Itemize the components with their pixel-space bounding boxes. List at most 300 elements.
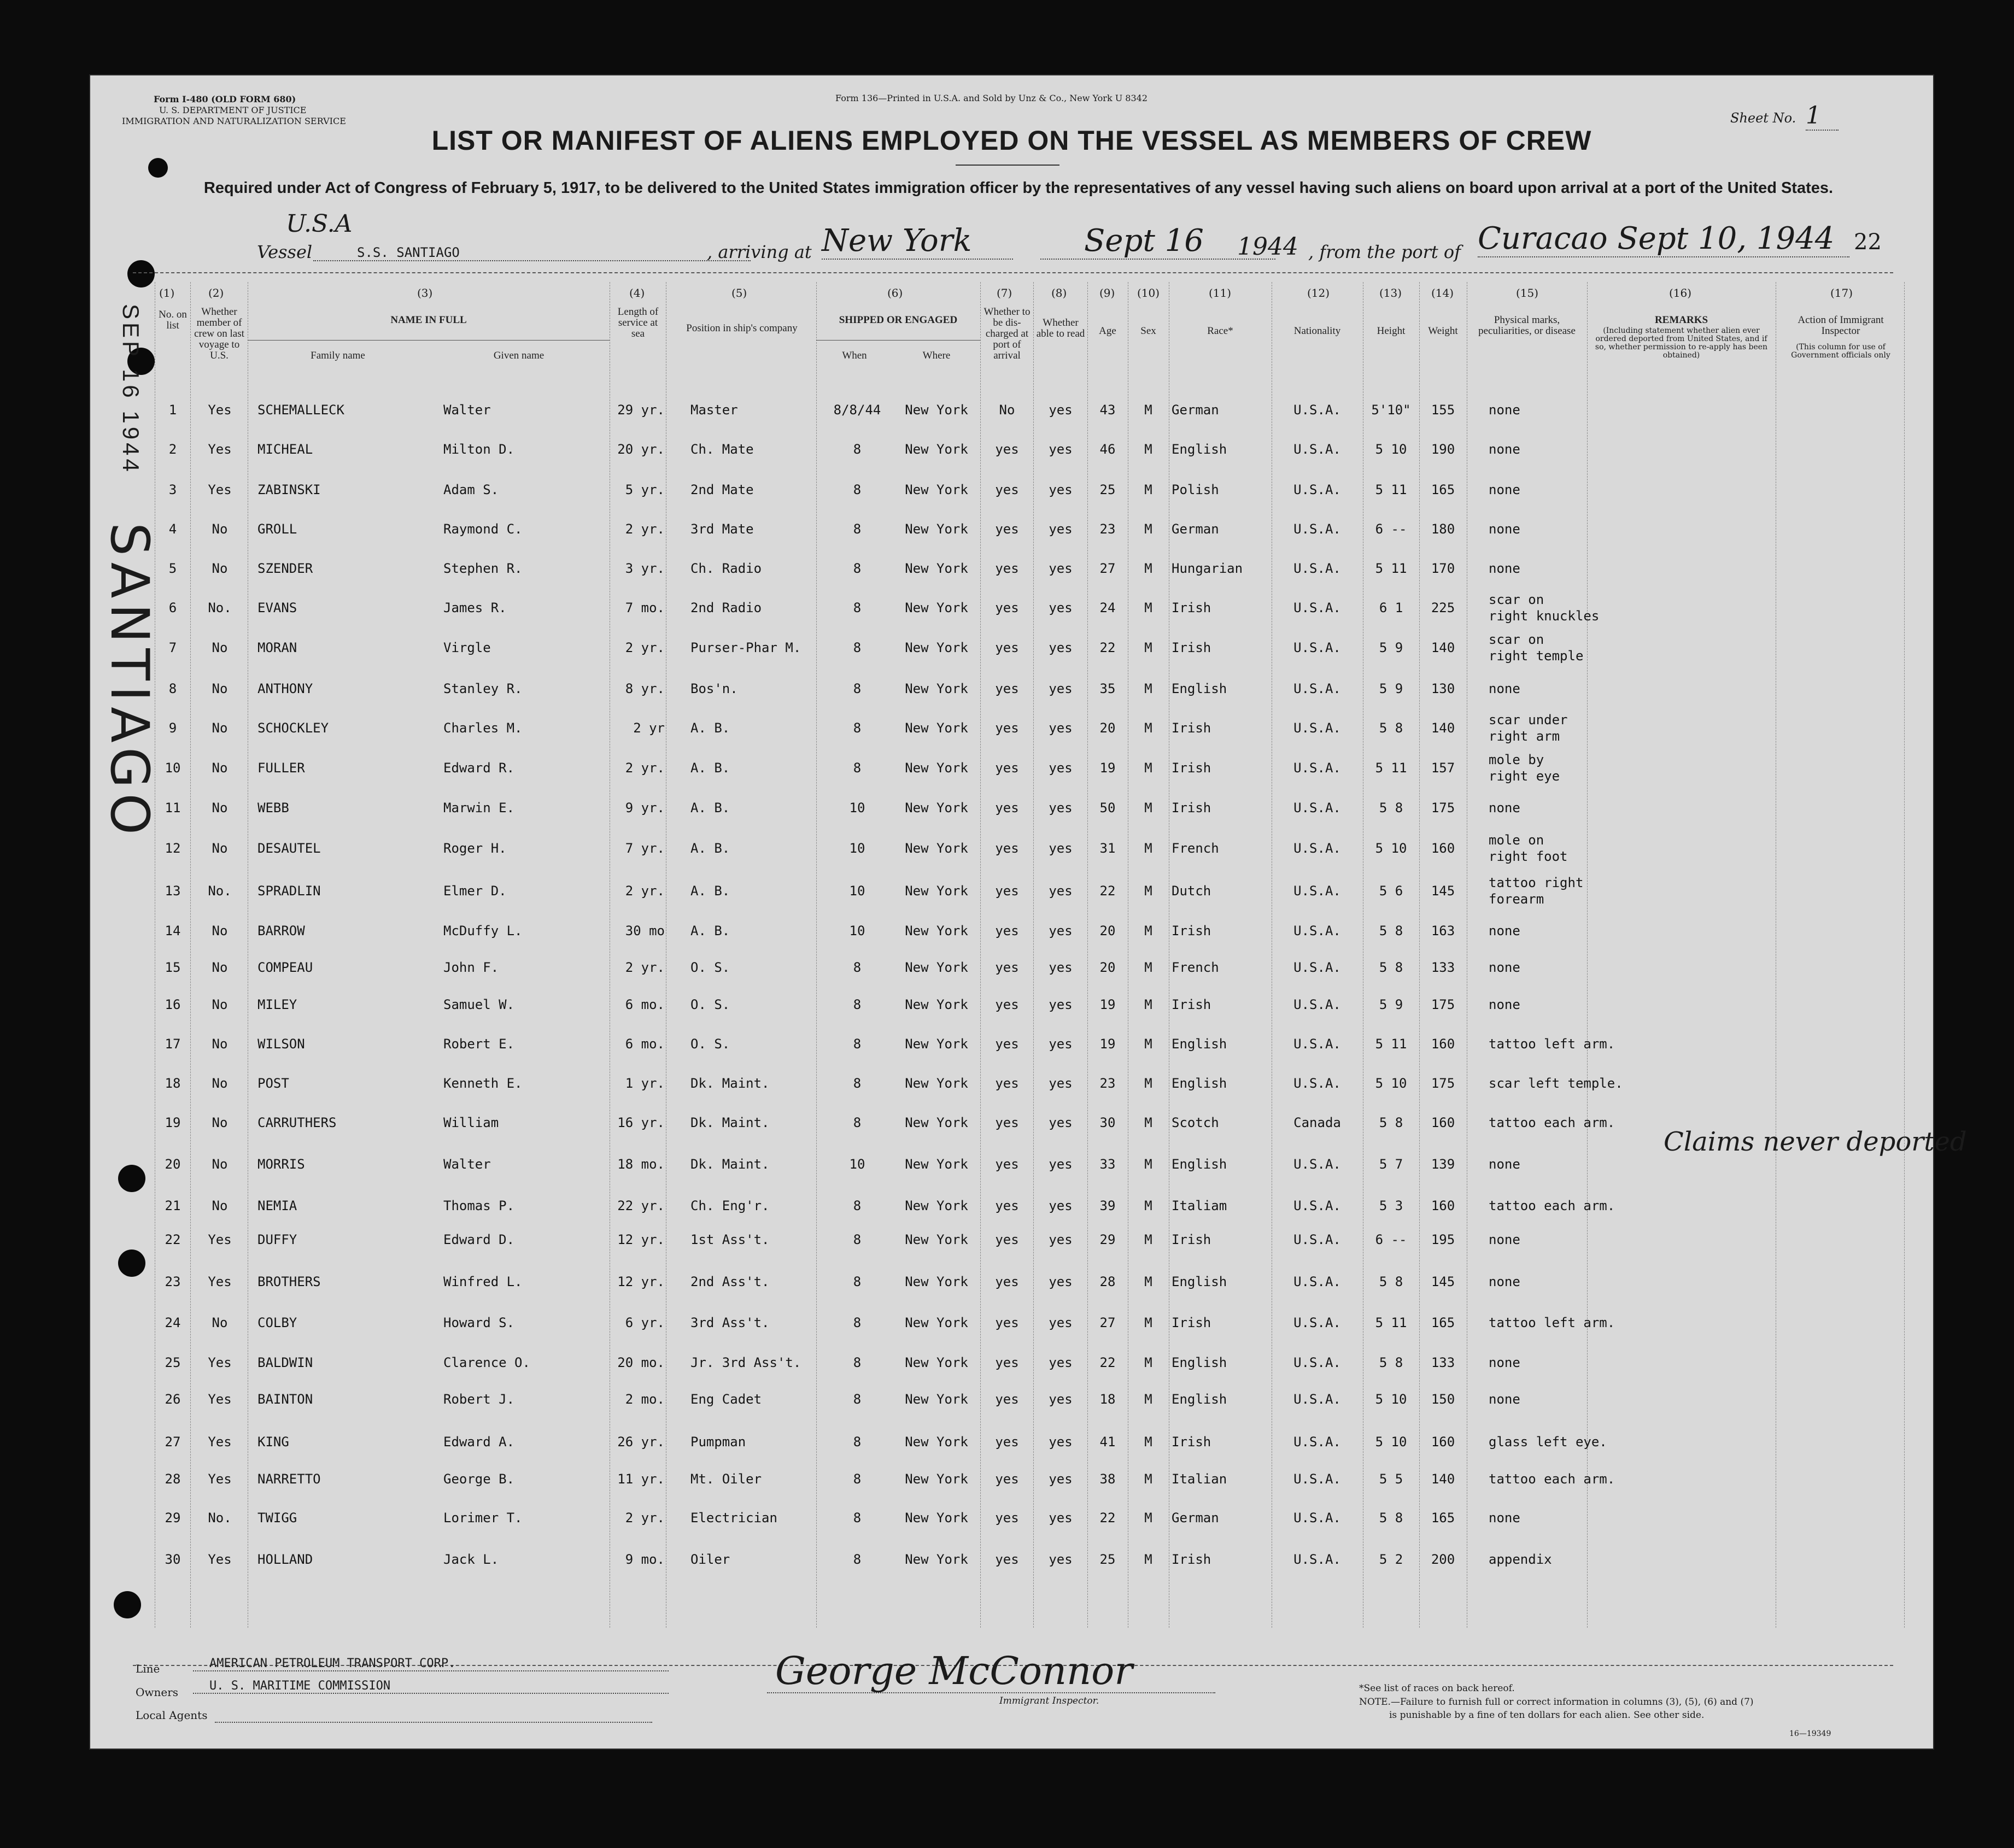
vessel-label: Vessel [257, 242, 313, 262]
hdr-where: Where [922, 350, 951, 361]
cell-given: Marwin E. [443, 800, 515, 816]
cell-where: New York [905, 681, 968, 696]
title-rule [956, 165, 1059, 166]
cell-family: EVANS [257, 600, 297, 615]
cell-family: SCHOCKLEY [257, 720, 329, 736]
cell-no: 30 [165, 1552, 181, 1567]
cell-weight: 175 [1431, 800, 1455, 816]
cell-no: 11 [165, 800, 181, 816]
cell-given: Thomas P. [443, 1198, 515, 1213]
col-num-3: (3) [417, 286, 433, 300]
cell-marks: none [1489, 482, 1520, 497]
cell-race: Irish [1172, 600, 1211, 615]
cell-no: 19 [165, 1115, 181, 1130]
table-row [89, 1157, 1934, 1196]
from-port: Curacao Sept 10, 1944 [1478, 221, 1849, 257]
hdr-whether-member: Whether member of crew on last voyage to U.S. [194, 306, 244, 361]
cell-sex: M [1144, 997, 1152, 1012]
year: 1944 [1237, 233, 1298, 261]
col-num-4: (4) [629, 286, 645, 300]
cell-sex: M [1144, 600, 1152, 615]
cell-age: 22 [1099, 883, 1116, 899]
cell-disch: yes [995, 960, 1019, 975]
table-row [89, 482, 1934, 521]
cell-no: 15 [165, 960, 181, 975]
cell-race: French [1172, 841, 1219, 856]
cell-disch: yes [995, 1471, 1019, 1487]
cell-length: 2 yr. [625, 640, 665, 655]
table-row [89, 1274, 1934, 1313]
cell-disch: yes [995, 923, 1019, 938]
cell-no: 24 [165, 1315, 181, 1330]
cell-position: 1st Ass't. [690, 1232, 770, 1247]
table-row [89, 1232, 1934, 1271]
cell-sex: M [1144, 800, 1152, 816]
cell-when: 8 [853, 720, 862, 736]
cell-disch: yes [995, 1274, 1019, 1289]
cell-marks: scar under right arm [1489, 712, 1568, 744]
cell-no: 22 [165, 1232, 181, 1247]
cell-when: 8 [853, 960, 862, 975]
cell-read: yes [1049, 760, 1073, 776]
hdr-discharged: Whether to be dis-charged at port of arrival [983, 306, 1031, 361]
cell-height: 5 8 [1379, 1274, 1403, 1289]
cell-weight: 180 [1431, 521, 1455, 537]
cell-race: French [1172, 960, 1219, 975]
cell-read: yes [1049, 883, 1073, 899]
cell-race: Polish [1172, 482, 1219, 497]
cell-when: 8 [853, 482, 862, 497]
cell-nat: U.S.A. [1293, 1274, 1341, 1289]
cell-given: William [443, 1115, 499, 1130]
cell-where: New York [905, 1115, 968, 1130]
cell-length: 2 yr. [625, 883, 665, 899]
cell-marks: none [1489, 521, 1520, 537]
cell-race: German [1172, 402, 1219, 418]
cell-when: 8 [853, 640, 862, 655]
cell-length: 9 yr. [625, 800, 665, 816]
cell-given: Robert J. [443, 1392, 515, 1407]
cell-disch: yes [995, 1198, 1019, 1213]
cell-nat: U.S.A. [1293, 681, 1341, 696]
cell-length: 2 yr. [625, 960, 665, 975]
cell-race: Irish [1172, 1315, 1211, 1330]
cell-where: New York [905, 1392, 968, 1407]
cell-race: Irish [1172, 720, 1211, 736]
cell-read: yes [1049, 640, 1073, 655]
cell-height: 5 8 [1379, 1510, 1403, 1526]
footnote-fine: is punishable by a fine of ten dollars for each alien. See other side. [1389, 1710, 1705, 1721]
cell-position: A. B. [690, 800, 730, 816]
cell-member: No [212, 960, 228, 975]
cell-height: 5 11 [1375, 561, 1407, 576]
cell-marks: tattoo each arm. [1489, 1471, 1615, 1487]
cell-where: New York [905, 482, 968, 497]
cell-given: Adam S. [443, 482, 499, 497]
cell-nat: U.S.A. [1293, 1552, 1341, 1567]
cell-family: BALDWIN [257, 1355, 313, 1370]
cell-disch: yes [995, 442, 1019, 457]
cell-read: yes [1049, 1434, 1073, 1450]
cell-when: 8 [853, 521, 862, 537]
cell-race: English [1172, 1076, 1227, 1091]
cell-age: 30 [1099, 1115, 1116, 1130]
cell-given: Walter [443, 402, 491, 418]
cell-when: 8 [853, 1392, 862, 1407]
cell-nat: U.S.A. [1293, 1232, 1341, 1247]
col-num-11: (11) [1209, 286, 1232, 300]
cell-race: German [1172, 1510, 1219, 1526]
cell-weight: 160 [1431, 1036, 1455, 1052]
footnote-races: *See list of races on back hereof. [1359, 1683, 1515, 1694]
service: IMMIGRATION AND NATURALIZATION SERVICE [122, 116, 346, 126]
table-row [89, 521, 1934, 561]
cell-weight: 175 [1431, 1076, 1455, 1091]
cell-marks: mole by right eye [1489, 752, 1560, 784]
cell-family: HOLLAND [257, 1552, 313, 1567]
cell-marks: none [1489, 1232, 1520, 1247]
cell-race: Irish [1172, 800, 1211, 816]
signature-line [767, 1692, 1215, 1693]
cell-sex: M [1144, 1392, 1152, 1407]
cell-age: 35 [1099, 681, 1116, 696]
cell-sex: M [1144, 1157, 1152, 1172]
col-num-16: (16) [1669, 286, 1692, 300]
cell-sex: M [1144, 1115, 1152, 1130]
cell-length: 22 yr. [617, 1198, 665, 1213]
cell-age: 39 [1099, 1198, 1116, 1213]
cell-age: 38 [1099, 1471, 1116, 1487]
cell-sex: M [1144, 1198, 1152, 1213]
cell-when: 8/8/44 [833, 402, 881, 418]
cell-length: 2 yr. [625, 1510, 665, 1526]
table-row [89, 1355, 1934, 1394]
cell-age: 24 [1099, 600, 1116, 615]
cell-member: No. [208, 600, 232, 615]
cell-weight: 225 [1431, 600, 1455, 615]
cell-height: 5 11 [1375, 760, 1407, 776]
cell-length: 11 yr. [617, 1471, 665, 1487]
hdr-position: Position in ship's company [686, 322, 798, 334]
hdr-name-in-full: NAME IN FULL [390, 314, 467, 326]
cell-age: 19 [1099, 760, 1116, 776]
cell-marks: none [1489, 997, 1520, 1012]
cell-when: 8 [853, 760, 862, 776]
cell-member: Yes [208, 482, 232, 497]
cell-given: Stephen R. [443, 561, 523, 576]
cell-marks: glass left eye. [1489, 1434, 1607, 1450]
cell-position: A. B. [690, 923, 730, 938]
cell-read: yes [1049, 402, 1073, 418]
cell-height: 5 8 [1379, 1355, 1403, 1370]
cell-weight: 170 [1431, 561, 1455, 576]
cell-read: yes [1049, 521, 1073, 537]
cell-height: 5 3 [1379, 1198, 1403, 1213]
cell-race: Scotch [1172, 1115, 1219, 1130]
cell-position: Dk. Maint. [690, 1076, 770, 1091]
table-row [89, 681, 1934, 720]
shipped-rule [816, 340, 980, 341]
cell-marks: tattoo left arm. [1489, 1315, 1615, 1330]
header-rule [133, 272, 1893, 273]
cell-height: 5 9 [1379, 681, 1403, 696]
table-row [89, 752, 1934, 800]
cell-family: WILSON [257, 1036, 305, 1052]
cell-length: 6 mo. [625, 1036, 665, 1052]
cell-where: New York [905, 841, 968, 856]
cell-weight: 175 [1431, 997, 1455, 1012]
cell-disch: yes [995, 1076, 1019, 1091]
cell-position: 3rd Mate [690, 521, 754, 537]
col-num-6: (6) [887, 286, 903, 300]
cell-no: 1 [168, 402, 177, 418]
cell-given: Virgle [443, 640, 491, 655]
cell-where: New York [905, 960, 968, 975]
col-num-7: (7) [997, 286, 1012, 300]
cell-age: 33 [1099, 1157, 1116, 1172]
cell-nat: U.S.A. [1293, 1434, 1341, 1450]
cell-when: 10 [849, 923, 865, 938]
cell-read: yes [1049, 997, 1073, 1012]
cell-height: 5 8 [1379, 720, 1403, 736]
cell-no: 25 [165, 1355, 181, 1370]
cell-member: Yes [208, 1434, 232, 1450]
cell-weight: 165 [1431, 1315, 1455, 1330]
hdr-shipped-engaged: SHIPPED OR ENGAGED [839, 314, 958, 326]
col-num-10: (10) [1137, 286, 1160, 300]
cell-marks: mole on right foot [1489, 832, 1568, 864]
arrival-date: Sept 16 [1040, 223, 1275, 260]
hdr-nationality: Nationality [1293, 325, 1341, 337]
cell-age: 46 [1099, 442, 1116, 457]
cell-sex: M [1144, 681, 1152, 696]
cell-weight: 145 [1431, 1274, 1455, 1289]
cell-no: 28 [165, 1471, 181, 1487]
cell-read: yes [1049, 1157, 1073, 1172]
cell-position: Mt. Oiler [690, 1471, 762, 1487]
table-row [89, 1036, 1934, 1076]
cell-disch: yes [995, 1434, 1019, 1450]
cell-nat: U.S.A. [1293, 600, 1341, 615]
cell-read: yes [1049, 923, 1073, 938]
cell-position: Eng Cadet [690, 1392, 762, 1407]
cell-sex: M [1144, 1434, 1152, 1450]
cell-marks: none [1489, 681, 1520, 696]
hdr-given-name: Given name [493, 350, 545, 361]
cell-length: 7 mo. [625, 600, 665, 615]
table-row [89, 800, 1934, 840]
cell-given: Charles M. [443, 720, 523, 736]
cell-family: NARRETTO [257, 1471, 321, 1487]
cell-weight: 165 [1431, 1510, 1455, 1526]
cell-weight: 139 [1431, 1157, 1455, 1172]
cell-age: 23 [1099, 1076, 1116, 1091]
cell-height: 5 8 [1379, 1115, 1403, 1130]
cell-marks: scar on right temple [1489, 632, 1584, 664]
col-num-13: (13) [1379, 286, 1402, 300]
cell-race: English [1172, 1274, 1227, 1289]
cell-no: 2 [168, 442, 177, 457]
table-row [89, 561, 1934, 600]
cell-member: No [212, 561, 228, 576]
cell-marks: none [1489, 1157, 1520, 1172]
cell-nat: U.S.A. [1293, 1036, 1341, 1052]
cell-length: 2 yr. [625, 760, 665, 776]
cell-race: Irish [1172, 760, 1211, 776]
cell-nat: U.S.A. [1293, 923, 1341, 938]
cell-where: New York [905, 1315, 968, 1330]
cell-height: 5'10" [1371, 402, 1411, 418]
cell-read: yes [1049, 1510, 1073, 1526]
col-num-17: (17) [1830, 286, 1853, 300]
cell-marks: none [1489, 1392, 1520, 1407]
cell-member: No [212, 997, 228, 1012]
cell-age: 23 [1099, 521, 1116, 537]
cell-nat: U.S.A. [1293, 720, 1341, 736]
cell-position: O. S. [690, 997, 730, 1012]
cell-sex: M [1144, 402, 1152, 418]
cell-member: No [212, 1157, 228, 1172]
cell-family: BARROW [257, 923, 305, 938]
cell-nat: U.S.A. [1293, 482, 1341, 497]
cell-marks: scar left temple. [1489, 1076, 1623, 1091]
cell-disch: yes [995, 800, 1019, 816]
cell-member: No [212, 640, 228, 655]
punch-hole [114, 1591, 141, 1618]
table-row [89, 832, 1934, 880]
cell-weight: 160 [1431, 1198, 1455, 1213]
cell-read: yes [1049, 1198, 1073, 1213]
cell-no: 9 [168, 720, 177, 736]
cell-marks: tattoo right forearm [1489, 875, 1584, 907]
cell-weight: 200 [1431, 1552, 1455, 1567]
table-row [89, 402, 1934, 442]
col-num-1: (1) [159, 286, 175, 300]
printer-line: Form 136—Printed in U.S.A. and Sold by Unz & Co., New York U 8342 [835, 93, 1148, 103]
cell-race: English [1172, 1157, 1227, 1172]
hdr-age: Age [1099, 325, 1116, 337]
cell-marks: none [1489, 402, 1520, 418]
col-num-2: (2) [208, 286, 224, 300]
cell-sex: M [1144, 760, 1152, 776]
cell-when: 8 [853, 1510, 862, 1526]
cell-position: O. S. [690, 960, 730, 975]
cell-sex: M [1144, 1274, 1152, 1289]
cell-no: 4 [168, 521, 177, 537]
cell-sex: M [1144, 1036, 1152, 1052]
cell-member: Yes [208, 1232, 232, 1247]
cell-member: Yes [208, 442, 232, 457]
cell-read: yes [1049, 1471, 1073, 1487]
cell-length: 2 mo. [625, 1392, 665, 1407]
cell-marks: tattoo left arm. [1489, 1036, 1615, 1052]
table-row [89, 632, 1934, 679]
cell-given: Edward D. [443, 1232, 515, 1247]
cell-age: 22 [1099, 1510, 1116, 1526]
cell-family: MORRIS [257, 1157, 305, 1172]
cell-when: 8 [853, 1552, 862, 1567]
cell-position: Dk. Maint. [690, 1157, 770, 1172]
cell-position: Purser-Phar M. [690, 640, 801, 655]
cell-position: Electrician [690, 1510, 777, 1526]
cell-height: 5 11 [1375, 1036, 1407, 1052]
cell-family: MICHEAL [257, 442, 313, 457]
cell-nat: U.S.A. [1293, 800, 1341, 816]
cell-disch: yes [995, 1392, 1019, 1407]
cell-member: Yes [208, 1274, 232, 1289]
cell-weight: 195 [1431, 1232, 1455, 1247]
cell-family: SZENDER [257, 561, 313, 576]
cell-nat: U.S.A. [1293, 640, 1341, 655]
cell-nat: U.S.A. [1293, 960, 1341, 975]
cell-when: 10 [849, 841, 865, 856]
cell-sex: M [1144, 1510, 1152, 1526]
cell-where: New York [905, 800, 968, 816]
cell-position: A. B. [690, 883, 730, 899]
cell-disch: yes [995, 997, 1019, 1012]
cell-length: 7 yr. [625, 841, 665, 856]
cell-position: 2nd Mate [690, 482, 754, 497]
cell-no: 3 [168, 482, 177, 497]
cell-no: 5 [168, 561, 177, 576]
table-row [89, 712, 1934, 760]
cell-position: Oiler [690, 1552, 730, 1567]
cell-age: 20 [1099, 960, 1116, 975]
cell-nat: U.S.A. [1293, 1471, 1341, 1487]
cell-marks: none [1489, 800, 1520, 816]
cell-sex: M [1144, 960, 1152, 975]
cell-marks: tattoo each arm. [1489, 1198, 1615, 1213]
table-row [89, 875, 1934, 923]
cell-no: 27 [165, 1434, 181, 1450]
cell-disch: yes [995, 561, 1019, 576]
cell-nat: U.S.A. [1293, 1392, 1341, 1407]
cell-where: New York [905, 1434, 968, 1450]
cell-sex: M [1144, 521, 1152, 537]
cell-family: COMPEAU [257, 960, 313, 975]
cell-when: 8 [853, 1115, 862, 1130]
cell-sex: M [1144, 1355, 1152, 1370]
cell-no: 10 [165, 760, 181, 776]
cell-length: 6 mo. [625, 997, 665, 1012]
hdr-physical: Physical marks, peculiarities, or disease [1478, 314, 1576, 337]
cell-age: 25 [1099, 482, 1116, 497]
table-row [89, 997, 1934, 1036]
hdr-action-note: (This column for use of Government officials only [1791, 343, 1890, 360]
cell-where: New York [905, 600, 968, 615]
table-row [89, 1552, 1934, 1591]
cell-race: Italian [1172, 1471, 1227, 1487]
cell-marks: none [1489, 442, 1520, 457]
cell-weight: 163 [1431, 923, 1455, 938]
cell-no: 12 [165, 841, 181, 856]
cell-age: 27 [1099, 1315, 1116, 1330]
cell-nat: U.S.A. [1293, 883, 1341, 899]
cell-where: New York [905, 1036, 968, 1052]
cell-sex: M [1144, 640, 1152, 655]
cell-position: Bos'n. [690, 681, 738, 696]
cell-when: 8 [853, 681, 862, 696]
cell-no: 8 [168, 681, 177, 696]
cell-height: 5 10 [1375, 1076, 1407, 1091]
cell-read: yes [1049, 1392, 1073, 1407]
cell-nat: U.S.A. [1293, 997, 1341, 1012]
owners-label: Owners [136, 1686, 179, 1699]
cell-where: New York [905, 1274, 968, 1289]
agents-label: Local Agents [136, 1709, 208, 1722]
cell-family: POST [257, 1076, 289, 1091]
hdr-able-read: Whether able to read [1036, 317, 1085, 339]
